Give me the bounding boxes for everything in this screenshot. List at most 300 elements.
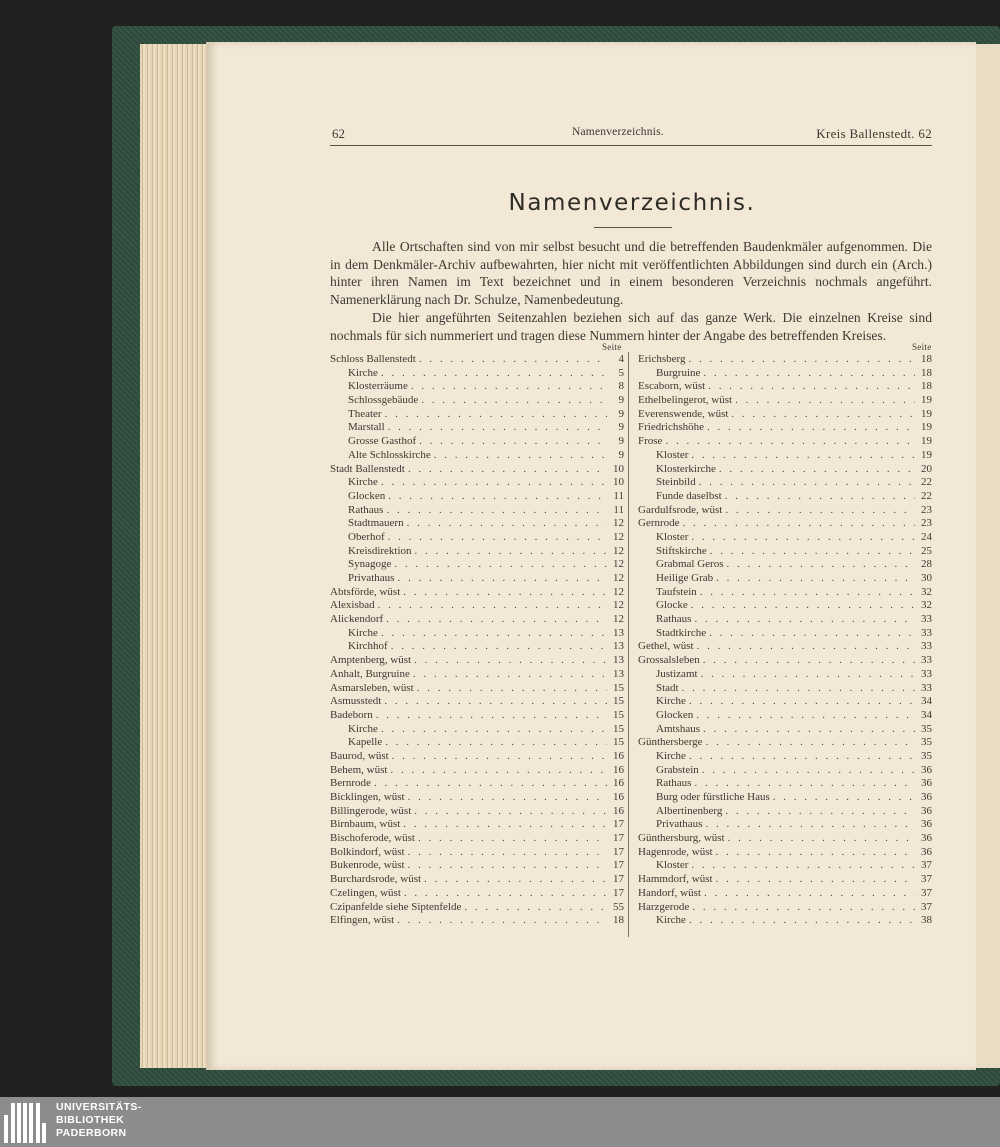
logo-stripe: [42, 1123, 46, 1143]
entry-name: Czipanfelde siehe Siptenfelde: [330, 900, 462, 913]
dot-leader: [716, 572, 915, 586]
dot-leader: [413, 668, 607, 682]
index-subentry: [330, 736, 624, 750]
entry-name: Burg oder fürstliche Haus: [656, 791, 770, 803]
entry-name: Escaborn, wüst: [638, 380, 706, 393]
index-subentry: [638, 449, 932, 463]
dot-leader: [408, 859, 607, 873]
index-subentry: [330, 558, 624, 572]
dot-leader: [388, 490, 607, 504]
dot-leader: [692, 901, 915, 915]
dot-leader: [689, 695, 915, 709]
entry-page-number: 35: [921, 722, 932, 735]
dot-leader: [404, 887, 607, 901]
index-entry: [330, 750, 624, 764]
dot-leader: [388, 421, 607, 435]
entry-name: Burchardsrode, wüst: [330, 873, 422, 886]
entry-page-number: 22: [921, 489, 932, 502]
entry-page-number: 12: [613, 613, 624, 626]
entry-page-number: 13: [613, 626, 624, 639]
entry-name: Anhalt, Burgruine: [330, 667, 410, 680]
index-entry: [638, 394, 932, 408]
entry-page-number: 20: [921, 462, 932, 475]
entry-name: Kirche: [348, 722, 378, 735]
index-entry: [330, 873, 624, 887]
dot-leader: [689, 914, 915, 928]
entry-name: Billingerode, wüst: [330, 804, 412, 817]
entry-name: Rathaus: [656, 777, 692, 790]
entry-name: Glocken: [656, 708, 694, 721]
entry-page-number: 15: [613, 681, 624, 694]
entry-name: Kirche: [656, 914, 686, 927]
index-entry: [330, 654, 624, 668]
entry-page-number: 13: [613, 667, 624, 680]
entry-page-number: 12: [613, 517, 624, 530]
index-entry: [330, 846, 624, 860]
dot-leader: [696, 709, 915, 723]
title-rule: [594, 227, 672, 228]
dot-leader: [390, 764, 607, 778]
dot-leader: [703, 654, 915, 668]
index-subentry: [330, 627, 624, 641]
dot-leader: [725, 805, 915, 819]
dot-leader: [697, 640, 915, 654]
entry-name: Schlossgebäude: [348, 394, 419, 407]
entry-page-number: 5: [618, 366, 624, 379]
dot-leader: [725, 490, 915, 504]
index-subentry: [330, 449, 624, 463]
index-entry: [330, 682, 624, 696]
entry-name: Oberhof: [348, 530, 385, 543]
barcode-stripes-icon: [4, 1103, 48, 1143]
index-subentry: [638, 463, 932, 477]
index-entry: [330, 353, 624, 367]
index-entry: [330, 613, 624, 627]
entry-page-number: 33: [921, 681, 932, 694]
index-subentry: [330, 476, 624, 490]
dot-leader: [394, 558, 607, 572]
entry-page-number: 15: [613, 722, 624, 735]
logo-line-1: UNIVERSITÄTS-: [56, 1101, 142, 1113]
index-entry: [330, 463, 624, 477]
entry-page-number: 36: [921, 818, 932, 831]
dot-leader: [391, 640, 607, 654]
entry-page-number: 32: [921, 585, 932, 598]
dot-leader: [691, 859, 915, 873]
index-entry: [330, 914, 624, 928]
entry-page-number: 11: [613, 503, 624, 516]
entry-name: Bolkindorf, wüst: [330, 845, 405, 858]
index-subentry: [638, 695, 932, 709]
entry-page-number: 37: [921, 873, 932, 886]
index-subentry: [330, 572, 624, 586]
index-subentry: [330, 504, 624, 518]
index-entry: [330, 709, 624, 723]
dot-leader: [702, 764, 915, 778]
entry-name: Grabstein: [656, 763, 699, 776]
index-entry: [330, 586, 624, 600]
entry-page-number: 33: [921, 654, 932, 667]
entry-page-number: 18: [921, 380, 932, 393]
index-entry: [638, 736, 932, 750]
dot-leader: [403, 586, 607, 600]
dot-leader: [424, 873, 607, 887]
entry-page-number: 15: [613, 695, 624, 708]
entry-name: Grabmal Geros: [656, 558, 724, 571]
entry-name: Kapelle: [348, 736, 383, 749]
dot-leader: [703, 723, 915, 737]
index-column-right: [638, 353, 932, 928]
entry-name: Funde daselbst: [656, 489, 722, 502]
entry-name: Erichsberg: [638, 353, 686, 365]
dot-leader: [407, 517, 607, 531]
entry-name: Glocken: [348, 489, 386, 502]
index-subentry: [638, 531, 932, 545]
entry-name: Grosse Gasthof: [348, 435, 417, 448]
index-subentry: [330, 531, 624, 545]
entry-page-number: 25: [921, 544, 932, 557]
index-subentry: [638, 668, 932, 682]
logo-stripe: [36, 1103, 40, 1143]
page-number: 62: [332, 126, 345, 141]
entry-page-number: 17: [613, 845, 624, 858]
index-subentry: [638, 914, 932, 928]
index-entry: [330, 818, 624, 832]
entry-name: Stiftskirche: [656, 544, 707, 557]
index-subentry: [638, 859, 932, 873]
index-subentry: [638, 764, 932, 778]
index-subentry: [330, 640, 624, 654]
index-entry: [330, 805, 624, 819]
index-entry: [330, 859, 624, 873]
dot-leader: [419, 353, 607, 367]
entry-name: Rathaus: [348, 503, 384, 516]
entry-name: Alte Schlosskirche: [348, 448, 431, 461]
dot-leader: [378, 599, 607, 613]
entry-name: Kreisdirektion: [348, 544, 412, 557]
dot-leader: [716, 873, 915, 887]
index-subentry: [638, 586, 932, 600]
entry-name: Marstall: [348, 421, 385, 434]
logo-line-3: PADERBORN: [56, 1127, 127, 1139]
dot-leader: [408, 846, 607, 860]
index-subentry: [638, 791, 932, 805]
dot-leader: [408, 463, 607, 477]
next-page-edge: [972, 44, 1000, 1068]
book-page: [206, 42, 976, 1070]
dot-leader: [691, 449, 915, 463]
index-entry: [330, 599, 624, 613]
index-subentry: [330, 380, 624, 394]
entry-page-number: 9: [618, 421, 624, 434]
entry-page-number: 17: [613, 832, 624, 845]
entry-page-number: 23: [921, 503, 932, 516]
running-title: Namenverzeichnis.: [572, 126, 664, 138]
entry-page-number: 13: [613, 654, 624, 667]
entry-page-number: 55: [613, 900, 624, 913]
dot-leader: [731, 408, 915, 422]
dot-leader: [709, 627, 915, 641]
dot-leader: [704, 887, 915, 901]
header-rule: [330, 145, 932, 146]
index-entry: [638, 517, 932, 531]
entry-page-number: 33: [921, 667, 932, 680]
dot-leader: [691, 599, 915, 613]
dot-leader: [710, 545, 915, 559]
entry-page-number: 37: [921, 900, 932, 913]
index-subentry: [638, 777, 932, 791]
entry-name: Kirchhof: [348, 640, 388, 653]
entry-name: Theater: [348, 407, 382, 420]
index-entry: [330, 832, 624, 846]
entry-page-number: 12: [613, 558, 624, 571]
index-entry: [638, 846, 932, 860]
entry-name: Badeborn: [330, 708, 373, 721]
entry-name: Alexisbad: [330, 599, 375, 612]
index-subentry: [638, 572, 932, 586]
entry-page-number: 19: [921, 435, 932, 448]
entry-page-number: 12: [613, 530, 624, 543]
entry-name: Amptenberg, wüst: [330, 654, 412, 667]
dot-leader: [386, 613, 607, 627]
dot-leader: [716, 846, 915, 860]
entry-page-number: 36: [921, 777, 932, 790]
entry-page-number: 19: [921, 448, 932, 461]
entry-page-number: 16: [613, 763, 624, 776]
entry-page-number: 33: [921, 640, 932, 653]
entry-page-number: 12: [613, 544, 624, 557]
dot-leader: [388, 531, 607, 545]
entry-page-number: 4: [618, 353, 624, 365]
entry-page-number: 9: [618, 407, 624, 420]
dot-leader: [408, 791, 607, 805]
index-entry: [638, 640, 932, 654]
dot-leader: [392, 750, 607, 764]
entry-page-number: 16: [613, 791, 624, 803]
entry-name: Gardulfsrode, wüst: [638, 503, 723, 516]
dot-leader: [381, 367, 607, 381]
entry-page-number: 36: [921, 845, 932, 858]
dot-leader: [374, 777, 607, 791]
index-entry: [330, 668, 624, 682]
entry-name: Kloster: [656, 530, 689, 543]
entry-name: Bernrode: [330, 777, 371, 790]
index-entry: [638, 353, 932, 367]
entry-name: Klosterräume: [348, 380, 408, 393]
entry-name: Gethel, wüst: [638, 640, 694, 653]
entry-page-number: 11: [613, 489, 624, 502]
dot-leader: [683, 517, 915, 531]
entry-name: Kloster: [656, 448, 689, 461]
entry-name: Bischoferode, wüst: [330, 832, 415, 845]
entry-name: Kloster: [656, 859, 689, 872]
entry-page-number: 34: [921, 695, 932, 708]
entry-name: Kirche: [348, 476, 378, 489]
dot-leader: [417, 682, 607, 696]
entry-page-number: 19: [921, 421, 932, 434]
logo-stripe: [29, 1103, 33, 1143]
running-section: Kreis Ballenstedt. 62: [816, 126, 932, 141]
index-subentry: [638, 627, 932, 641]
index-entry: [638, 380, 932, 394]
index-subentry: [638, 476, 932, 490]
entry-page-number: 12: [613, 599, 624, 612]
entry-page-number: 38: [921, 914, 932, 927]
entry-page-number: 33: [921, 626, 932, 639]
entry-page-number: 36: [921, 763, 932, 776]
entry-page-number: 37: [921, 859, 932, 872]
dot-leader: [381, 476, 607, 490]
index-subentry: [638, 599, 932, 613]
index-entry: [638, 832, 932, 846]
entry-page-number: 9: [618, 448, 624, 461]
index-entry: [638, 654, 932, 668]
index-entry: [330, 695, 624, 709]
index-entry: [330, 777, 624, 791]
entry-page-number: 18: [613, 914, 624, 927]
dot-leader: [694, 613, 915, 627]
dot-leader: [434, 449, 607, 463]
entry-page-number: 13: [613, 640, 624, 653]
index-subentry: [330, 367, 624, 381]
logo-stripe: [4, 1115, 8, 1143]
entry-name: Elfingen, wüst: [330, 914, 395, 927]
dot-leader: [773, 791, 915, 805]
entry-name: Kirche: [656, 749, 686, 762]
entry-page-number: 33: [921, 613, 932, 626]
entry-name: Frose: [638, 435, 663, 448]
entry-page-number: 19: [921, 407, 932, 420]
entry-name: Glocke: [656, 599, 688, 612]
dot-leader: [706, 736, 915, 750]
entry-page-number: 16: [613, 777, 624, 790]
entry-name: Ethelbelingerot, wüst: [638, 394, 733, 407]
entry-page-number: 17: [613, 886, 624, 899]
entry-page-number: 16: [613, 804, 624, 817]
entry-name: Czelingen, wüst: [330, 886, 401, 899]
index-subentry: [330, 723, 624, 737]
dot-leader: [414, 805, 607, 819]
dot-leader: [700, 586, 915, 600]
entry-name: Amtshaus: [656, 722, 700, 735]
entry-page-number: 28: [921, 558, 932, 571]
entry-page-number: 24: [921, 530, 932, 543]
index-subentry: [638, 750, 932, 764]
dot-leader: [384, 695, 607, 709]
index-subentry: [638, 613, 932, 627]
entry-page-number: 9: [618, 394, 624, 407]
dot-leader: [381, 723, 607, 737]
entry-name: Asmarsleben, wüst: [330, 681, 414, 694]
dot-leader: [403, 818, 607, 832]
index-subentry: [638, 805, 932, 819]
dot-leader: [699, 476, 915, 490]
entry-name: Justizamt: [656, 667, 698, 680]
dot-leader: [418, 832, 607, 846]
intro-text: [330, 238, 932, 344]
dot-leader: [397, 914, 607, 928]
index-entry: [638, 408, 932, 422]
entry-name: Alickendorf: [330, 613, 384, 626]
entry-name: Everenswende, wüst: [638, 407, 729, 420]
index-subentry: [638, 367, 932, 381]
dot-leader: [464, 901, 607, 915]
entry-page-number: 17: [613, 873, 624, 886]
dot-leader: [701, 668, 915, 682]
dot-leader: [707, 421, 915, 435]
index-entry: [330, 791, 624, 805]
index-entry: [638, 504, 932, 518]
entry-page-number: 35: [921, 736, 932, 749]
index-subentry: [330, 421, 624, 435]
logo-stripe: [23, 1103, 27, 1143]
index-entry: [638, 901, 932, 915]
entry-name: Klosterkirche: [656, 462, 716, 475]
entry-page-number: 22: [921, 476, 932, 489]
entry-page-number: 12: [613, 585, 624, 598]
entry-name: Stadtkirche: [656, 626, 707, 639]
entry-page-number: 36: [921, 804, 932, 817]
entry-name: Privathaus: [656, 818, 703, 831]
dot-leader: [376, 709, 607, 723]
index-entry: [330, 901, 624, 915]
index-subentry: [638, 545, 932, 559]
index-subentry: [330, 490, 624, 504]
entry-name: Taufstein: [656, 585, 697, 598]
intro-paragraph-2: Die hier angeführten Seitenzahlen beziehen sich auf das ganze Werk. Die einzelnen Kreise sind nochmals für sich nummeriert und tragen diese Nummern hinter der Angabe des betreffenden Kreises.: [330, 309, 932, 343]
running-head: [332, 126, 932, 146]
entry-name: Gernrode: [638, 517, 680, 530]
index-subentry: [638, 723, 932, 737]
entry-page-number: 17: [613, 818, 624, 831]
index-subentry: [638, 818, 932, 832]
dot-leader: [421, 394, 607, 408]
dot-leader: [397, 572, 607, 586]
index-subentry: [330, 408, 624, 422]
entry-name: Friedrichshöhe: [638, 421, 704, 434]
entry-page-number: 16: [613, 749, 624, 762]
entry-name: Albertinenberg: [656, 804, 723, 817]
entry-page-number: 8: [618, 380, 624, 393]
entry-page-number: 10: [613, 462, 624, 475]
index-subentry: [330, 545, 624, 559]
entry-page-number: 9: [618, 435, 624, 448]
page-title: Namenverzeichnis.: [508, 190, 756, 216]
entry-name: Hagenrode, wüst: [638, 845, 713, 858]
dot-leader: [386, 504, 607, 518]
entry-name: Stadtmauern: [348, 517, 404, 530]
entry-name: Rathaus: [656, 613, 692, 626]
entry-name: Hammdorf, wüst: [638, 873, 713, 886]
logo-stripe: [11, 1103, 15, 1143]
dot-leader: [691, 531, 915, 545]
entry-name: Behem, wüst: [330, 763, 388, 776]
entry-name: Grossalsleben: [638, 654, 700, 667]
entry-name: Günthersberge: [638, 736, 703, 749]
entry-page-number: 30: [921, 572, 932, 584]
entry-page-number: 15: [613, 708, 624, 721]
dot-leader: [381, 627, 607, 641]
logo-line-2: BIBLIOTHEK: [56, 1114, 125, 1126]
seite-label-right: Seite: [912, 342, 932, 352]
index-subentry: [638, 490, 932, 504]
entry-page-number: 37: [921, 886, 932, 899]
entry-name: Asmusstedt: [330, 695, 382, 708]
entry-page-number: 32: [921, 599, 932, 612]
page-edges: [140, 44, 210, 1068]
index-entry: [330, 887, 624, 901]
index-entry: [638, 435, 932, 449]
